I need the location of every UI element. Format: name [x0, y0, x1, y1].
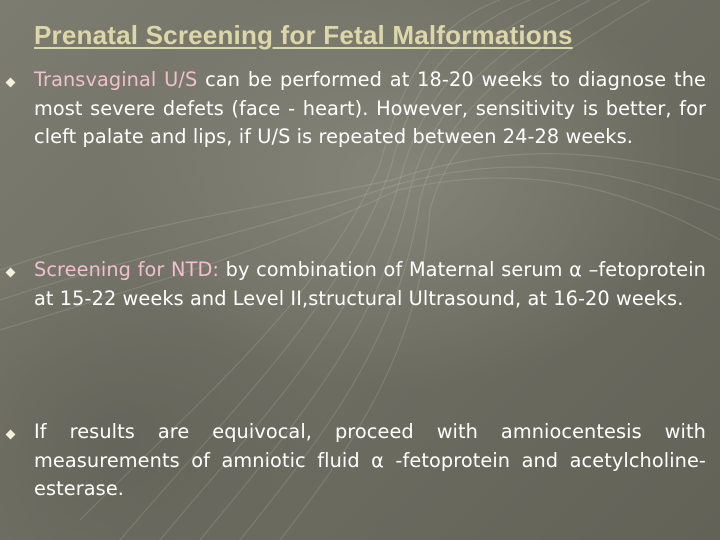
bullet-highlight: Transvaginal U/S [34, 68, 198, 91]
slide-title: Prenatal Screening for Fetal Malformations [34, 20, 573, 50]
bullet-text: by combination of Maternal serum α –fetoprotein at 15-22 weeks and Level II,structural Ultrasound, at 16-20 weeks. [34, 258, 706, 310]
bullet-item-1 [34, 66, 706, 152]
bullet-item-2 [34, 256, 706, 313]
bullet-text: can be performed at 18-20 weeks to diagnose the most severe defets (face - heart). However, sensitivity is better, for cleft palate and lips, if U/S is repeated between 24-28 weeks. [34, 68, 706, 149]
bullet-text: If results are equivocal, proceed with amniocentesis with measurements of amniotic fluid α -fetoprotein and acetylcholine-esterase. [34, 420, 706, 501]
bullet-highlight: Screening for NTD: [34, 258, 219, 281]
bullet-item-3 [34, 418, 706, 504]
